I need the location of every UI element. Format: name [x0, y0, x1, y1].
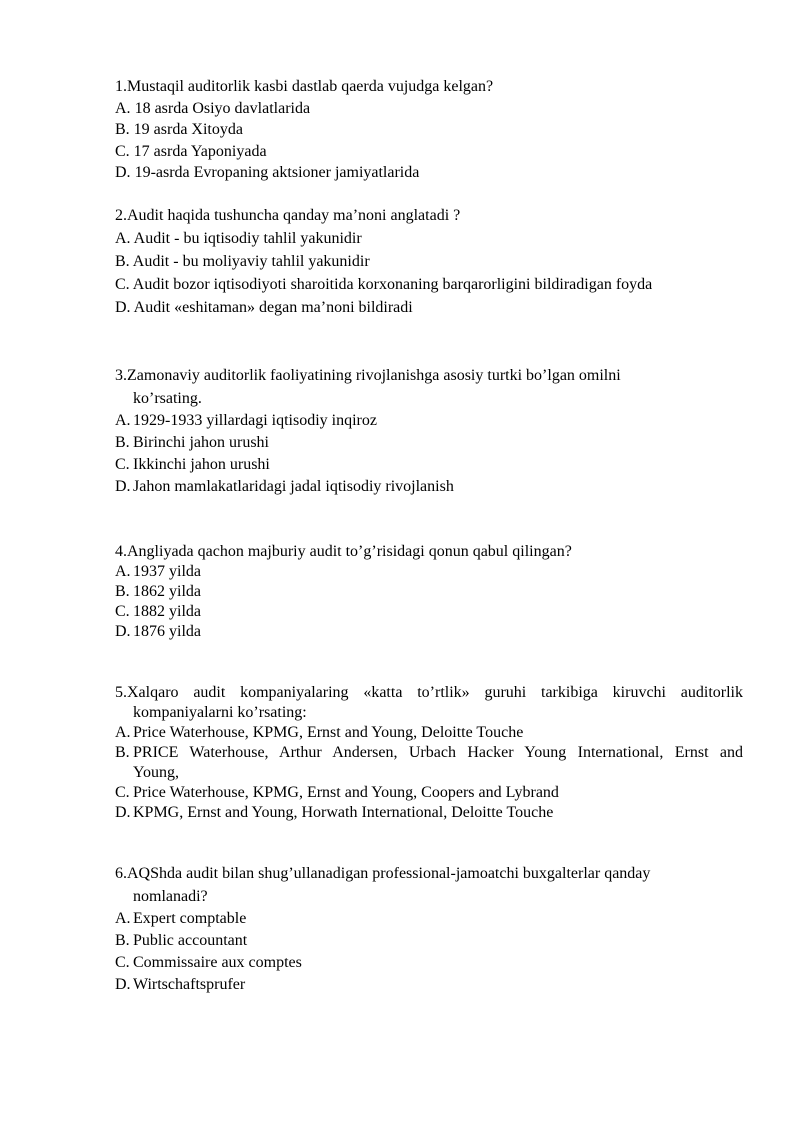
option-text: PRICE Waterhouse, Arthur Andersen, Urbach Hacker Young International, Ernst and — [133, 744, 743, 761]
option-text: 18 asrda Osiyo davlatlarida — [130, 100, 311, 117]
option-letter: C. — [115, 143, 130, 160]
option-b — [115, 582, 201, 602]
option-a — [115, 411, 377, 431]
option-c — [115, 455, 270, 475]
question-text: 3.Zamonaviy auditorlik faoliyatining rivojlanishga asosiy turtki bo’lgan omilni — [115, 367, 621, 384]
option-letter: B. — [115, 744, 130, 761]
option-text: Ikkinchi jahon urushi — [133, 456, 270, 473]
option-a — [115, 229, 362, 249]
question-text-continuation: ko’rsating. — [133, 390, 202, 407]
option-text: 1882 yilda — [133, 603, 201, 620]
question-text: 6.AQShda audit bilan shug’ullanadigan professional-jamoatchi buxgalterlar qanday — [115, 865, 651, 882]
option-text: Audit - bu moliyaviy tahlil yakunidir — [129, 253, 370, 270]
option-letter: D. — [115, 478, 131, 495]
option-letter: A. — [115, 910, 131, 927]
option-letter: A. — [115, 412, 131, 429]
option-text: Price Waterhouse, KPMG, Ernst and Young, Deloitte Touche — [133, 724, 524, 741]
option-text: Audit bozor iqtisodiyoti sharoitida korxonaning barqarorligini bildiradigan foyda — [129, 276, 653, 293]
option-c — [115, 602, 201, 622]
option-letter: D. — [115, 299, 131, 316]
option-text: Price Waterhouse, KPMG, Ernst and Young, Coopers and Lybrand — [133, 784, 559, 801]
option-b — [115, 931, 247, 951]
option-letter: A. — [115, 724, 131, 741]
option-text: Commissaire aux comptes — [133, 954, 302, 971]
option-text: 19-asrda Evropaning aktsioner jamiyatlarida — [130, 164, 420, 181]
option-letter: C. — [115, 276, 130, 293]
option-c — [115, 953, 302, 973]
option-d — [115, 975, 245, 995]
option-text: 19 asrda Xitoyda — [129, 121, 243, 138]
question-text: 1.Mustaqil auditorlik kasbi dastlab qaerda vujudga kelgan? — [115, 78, 494, 95]
option-text: Audit «eshitaman» degan ma’noni bildiradi — [130, 299, 413, 316]
option-b — [115, 433, 269, 453]
option-d — [115, 477, 454, 497]
option-letter: C. — [115, 603, 130, 620]
option-text: Birinchi jahon urushi — [133, 434, 269, 451]
option-c — [115, 275, 652, 295]
option-a — [115, 562, 201, 582]
option-b — [115, 252, 370, 272]
option-d — [115, 163, 419, 183]
option-text: Audit - bu iqtisodiy tahlil yakunidir — [130, 230, 362, 247]
option-a — [115, 909, 246, 929]
option-a — [115, 99, 310, 119]
question-text: 2.Audit haqida tushuncha qanday ma’noni anglatadi ? — [115, 207, 461, 224]
option-text: Expert comptable — [133, 910, 247, 927]
option-letter: B. — [115, 253, 130, 270]
option-letter: B. — [115, 583, 130, 600]
option-letter: C. — [115, 784, 130, 801]
question-text: 4.Angliyada qachon majburiy audit to’g’risidagi qonun qabul qilingan? — [115, 543, 572, 560]
option-c — [115, 142, 267, 162]
option-a — [115, 723, 523, 743]
option-letter: B. — [115, 434, 130, 451]
option-letter: B. — [115, 121, 130, 138]
option-text: Jahon mamlakatlaridagi jadal iqtisodiy rivojlanish — [133, 478, 454, 495]
option-letter: A. — [115, 100, 131, 117]
option-d — [115, 622, 201, 642]
option-text: KPMG, Ernst and Young, Horwath International, Deloitte Touche — [133, 804, 554, 821]
option-d — [115, 298, 413, 318]
option-b — [115, 120, 243, 140]
option-letter: A. — [115, 563, 131, 580]
option-letter: B. — [115, 932, 130, 949]
option-text: Wirtschaftsprufer — [133, 976, 246, 993]
option-text: 1876 yilda — [133, 623, 201, 640]
option-letter: C. — [115, 954, 130, 971]
option-text: Public accountant — [133, 932, 248, 949]
option-letter: D. — [115, 804, 131, 821]
option-letter: A. — [115, 230, 131, 247]
option-text: 17 asrda Yaponiyada — [129, 143, 267, 160]
option-c — [115, 783, 559, 803]
option-b-continuation: Young, — [133, 764, 179, 781]
option-d — [115, 803, 553, 823]
option-text: 1929-1933 yillardagi iqtisodiy inqiroz — [133, 412, 377, 429]
option-letter: C. — [115, 456, 130, 473]
question-text-continuation: nomlanadi? — [133, 888, 208, 905]
option-text: 1937 yilda — [133, 563, 201, 580]
option-letter: D. — [115, 976, 131, 993]
option-text: 1862 yilda — [133, 583, 201, 600]
question-text-continuation: kompaniyalarni ko’rsating: — [133, 704, 307, 721]
question-text: 5.Xalqaro audit kompaniyalaring «katta to’rtlik» guruhi tarkibiga kiruvchi auditorlik — [115, 684, 743, 701]
option-letter: D. — [115, 164, 131, 181]
option-letter: D. — [115, 623, 131, 640]
